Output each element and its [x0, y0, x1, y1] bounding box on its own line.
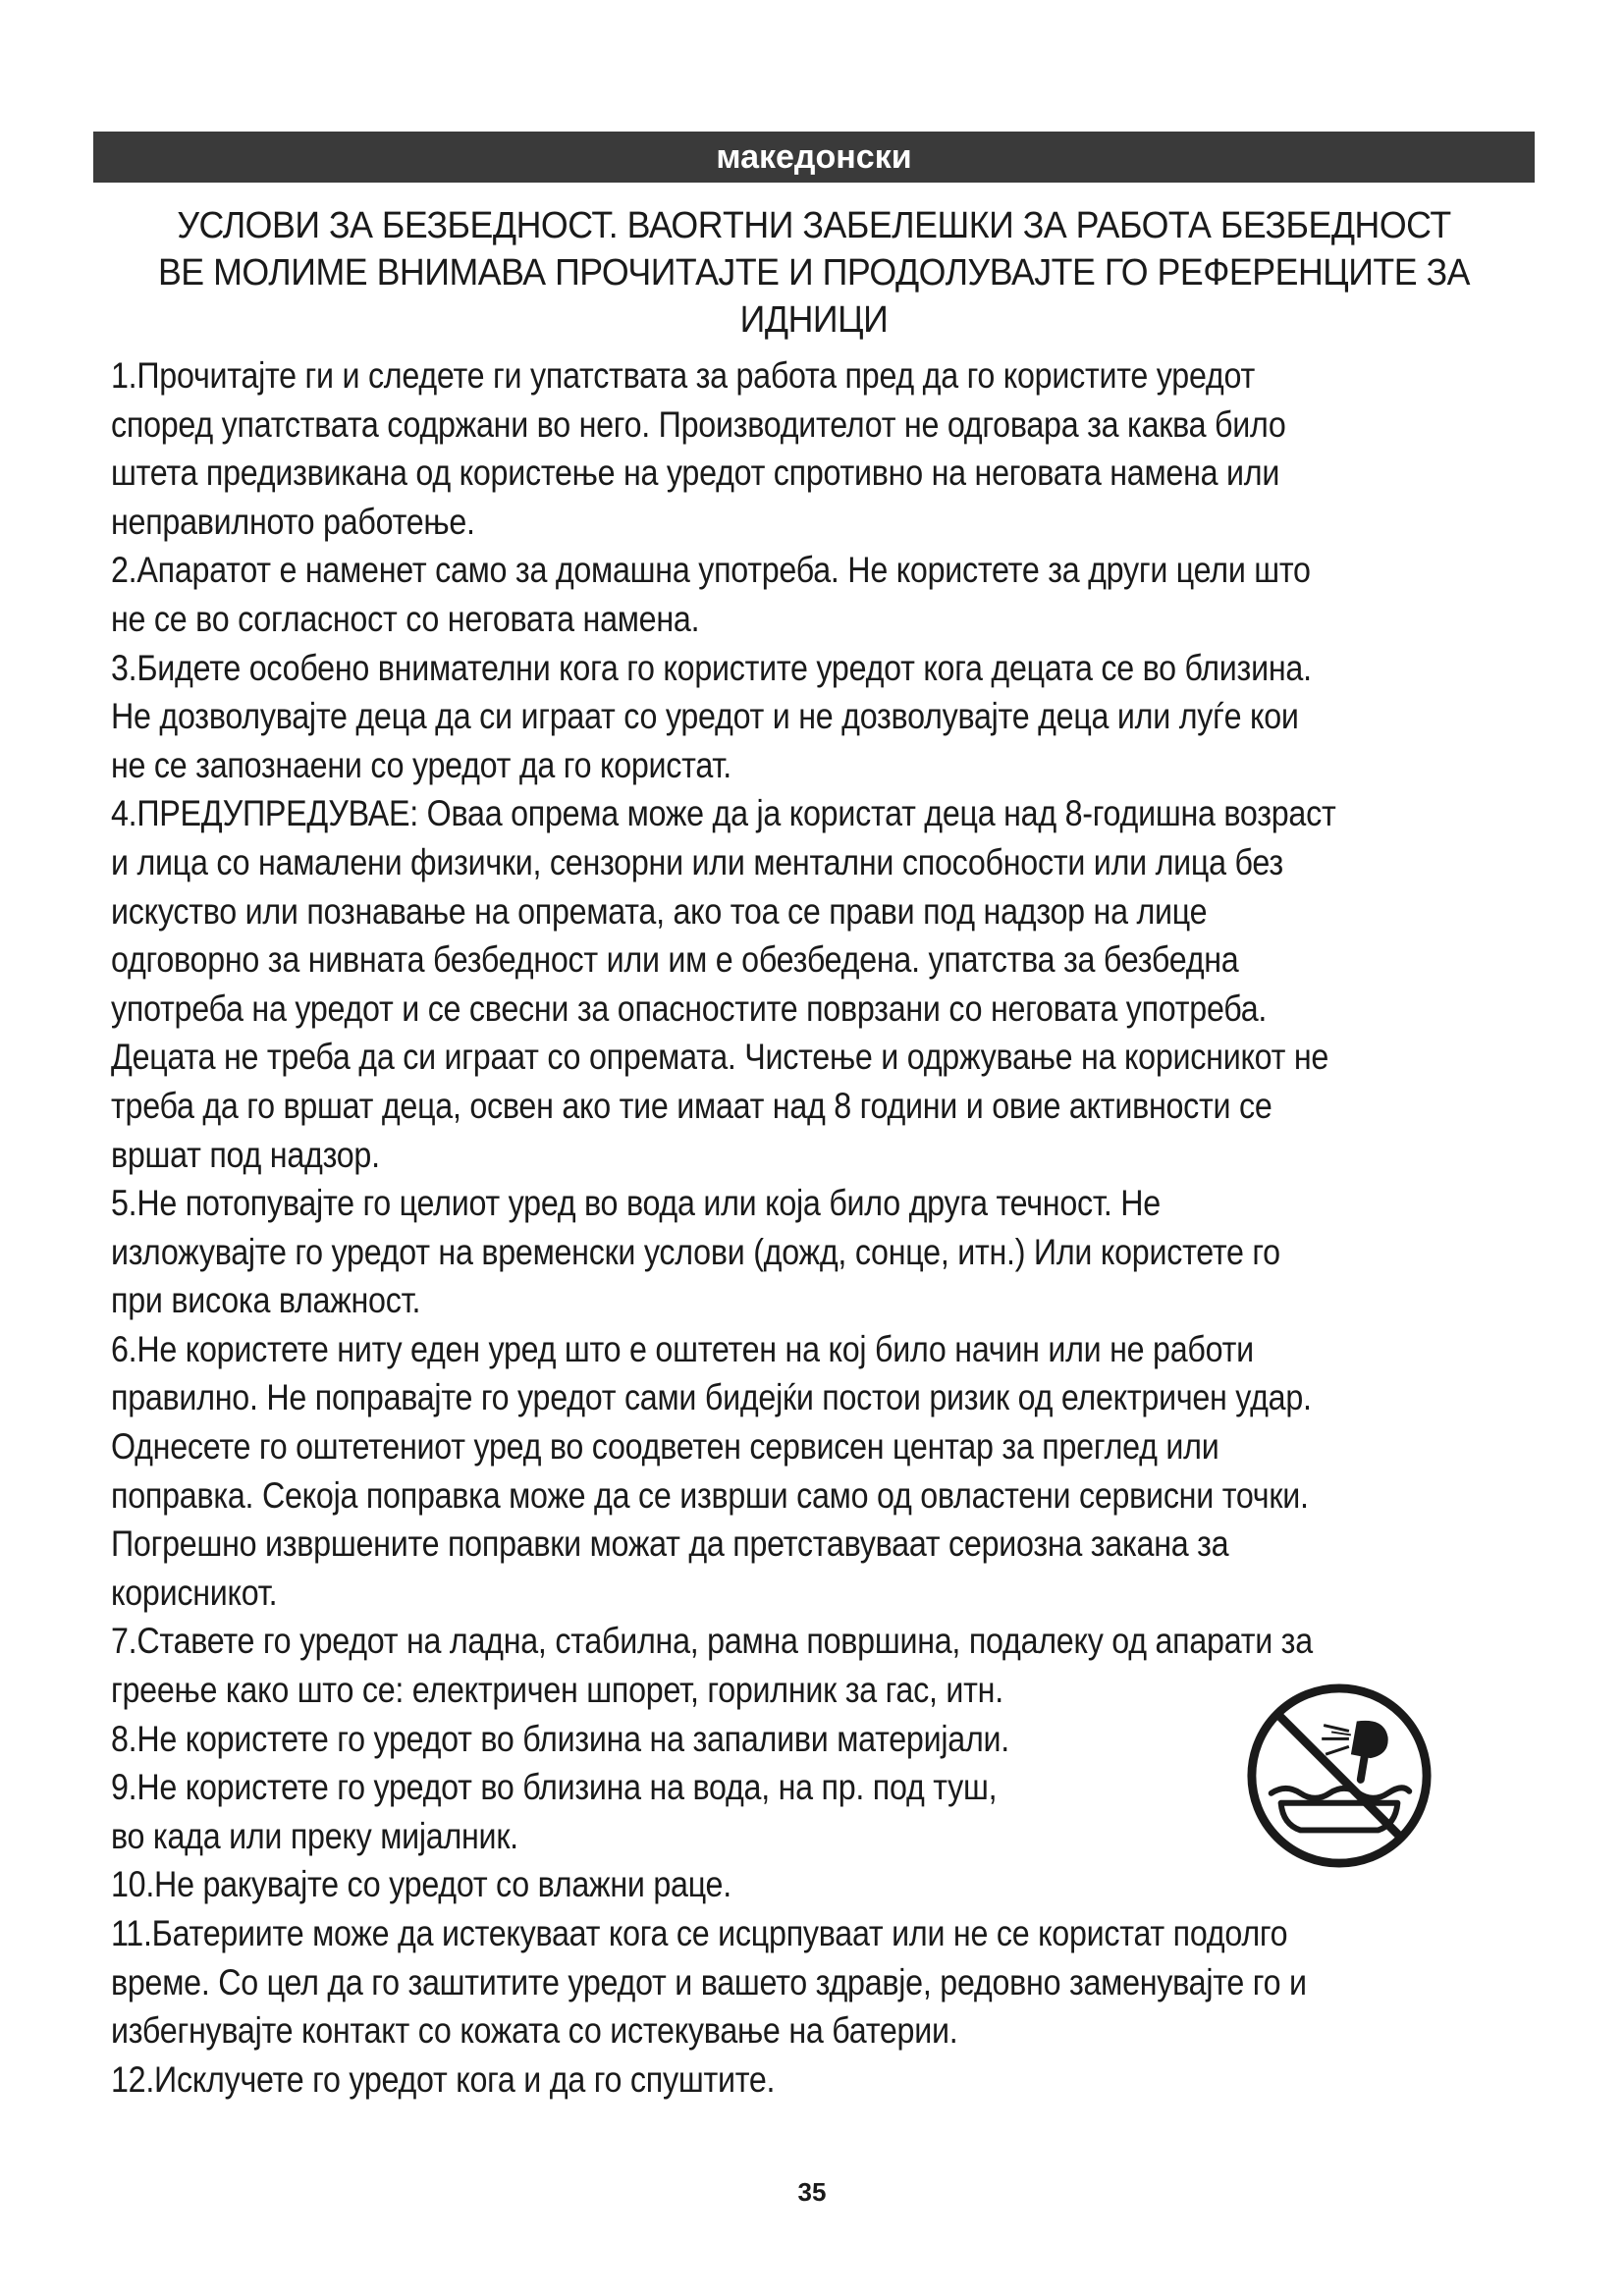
- instruction-line: одговорно за нивната безбедност или им е обезбедена. упатства за безбедна: [111, 938, 1239, 981]
- instruction-line: изложувајте го уредот на временски услови (дожд, сонце, итн.) Или користете го: [111, 1230, 1280, 1272]
- instruction-line: штета предизвикана од користење на уредот спротивно на неговата намена или: [111, 452, 1280, 494]
- instruction-line: според упатствата содржани во него. Производителот не одговара за каква било: [111, 402, 1286, 445]
- heading-line: УСЛОВИ ЗА БЕЗБЕДНОСТ. ВАОRТНИ ЗАБЕЛЕШКИ ЗА РАБОТА БЕЗБЕДНОСТ: [177, 205, 1451, 246]
- instruction-line: вршат под надзор.: [111, 1133, 380, 1175]
- instruction-line: во када или преку мијалник.: [111, 1814, 518, 1856]
- instruction-line: Погрешно извршените поправки можат да претставуваат сериозна закана за: [111, 1522, 1229, 1565]
- instruction-line: искуство или познавање на опремата, ако тоа се прави под надзор на лице: [111, 889, 1208, 932]
- instruction-line: правилно. Не поправајте го уредот сами бидејќи постои ризик од електричен удар.: [111, 1376, 1312, 1418]
- instruction-line: 2.Апаратот е наменет само за домашна употреба. Не користете за други цели што: [111, 549, 1311, 591]
- instruction-line: Децата не треба да си играат со опремата. Чистење и одржување на корисникот не: [111, 1036, 1329, 1078]
- instruction-line: Не дозволувајте деца да си играат со уредот и не дозволувајте деца или луѓе кои: [111, 695, 1299, 737]
- heading-line: ВЕ МОЛИМЕ ВНИМАВА ПРОЧИТАЈТЕ И ПРОДОЛУВАЈТЕ ГО РЕФЕРЕНЦИТЕ ЗА: [157, 252, 1471, 294]
- instruction-line: 7.Ставете го уредот на ладна, стабилна, рамна површина, подалеку од апарати за: [111, 1620, 1313, 1662]
- safety-heading: [136, 202, 1491, 344]
- instruction-line: 8.Не користете го уредот во близина на запаливи материјали.: [111, 1717, 1009, 1759]
- instruction-line: Однесете го оштетениот уред во соодветен сервисен центар за преглед или: [111, 1425, 1219, 1468]
- instruction-line: поправка. Секоја поправка може да се изврши само од овластени сервисни точки.: [111, 1473, 1309, 1516]
- language-header-bar: македонски: [93, 132, 1535, 183]
- instruction-line: 6.Не користете ниту еден уред што е оштетен на кој било начин или не работи: [111, 1327, 1254, 1369]
- instruction-line: греење како што се: електричен шпорет, горилник за гас, итн.: [111, 1669, 1003, 1711]
- no-water-near-bathtub-icon: [1242, 1679, 1436, 1873]
- instruction-line: 4.ПРЕДУПРЕДУВАЕ: Оваа опрема може да ја користат деца над 8-годишна возраст: [111, 792, 1336, 834]
- instruction-line: 5.Не потопувајте го целиот уред во вода или која било друга течност. Не: [111, 1182, 1161, 1224]
- instruction-line: 10.Не ракувајте со уредот со влажни раце.: [111, 1863, 731, 1905]
- instruction-line: 12.Исклучете го уредот кога и да го спуштите.: [111, 2057, 776, 2100]
- instruction-line: треба да го вршат деца, освен ако тие имаат над 8 години и овие активности се: [111, 1084, 1272, 1126]
- instruction-line: неправилното работење.: [111, 500, 475, 542]
- instruction-line: употреба на уредот и се свесни за опасностите поврзани со неговата употреба.: [111, 987, 1268, 1029]
- instruction-line: не се во согласност со неговата намена.: [111, 597, 700, 639]
- instruction-line: корисникот.: [111, 1571, 278, 1613]
- instruction-line: 1.Прочитајте ги и следете ги упатствата за работа пред да го користите уредот: [111, 354, 1255, 396]
- instruction-line: при висока влажност.: [111, 1279, 421, 1321]
- instruction-line: време. Со цел да го заштитите уредот и вашето здравје, редовно заменувајте го и: [111, 1960, 1307, 2002]
- instruction-line: и лица со намалени физички, сензорни или ментални способности или лица без: [111, 840, 1283, 882]
- instruction-line: избегнувајте контакт со кожата со истекување на батерии.: [111, 2009, 958, 2052]
- page-number: 35: [797, 2177, 827, 2207]
- instruction-line: не се запознаени со уредот да го користат.: [111, 743, 731, 785]
- instruction-line: 3.Бидете особено внимателни кога го користите уредот кога децата се во близина.: [111, 646, 1312, 688]
- heading-line: ИДНИЦИ: [739, 299, 889, 341]
- instruction-line: 9.Не користете го уредот во близина на вода, на пр. под туш,: [111, 1766, 998, 1808]
- instruction-line: 11.Батериите може да истекуваат кога се исцрпуваат или не се користат подолго: [111, 1912, 1288, 1953]
